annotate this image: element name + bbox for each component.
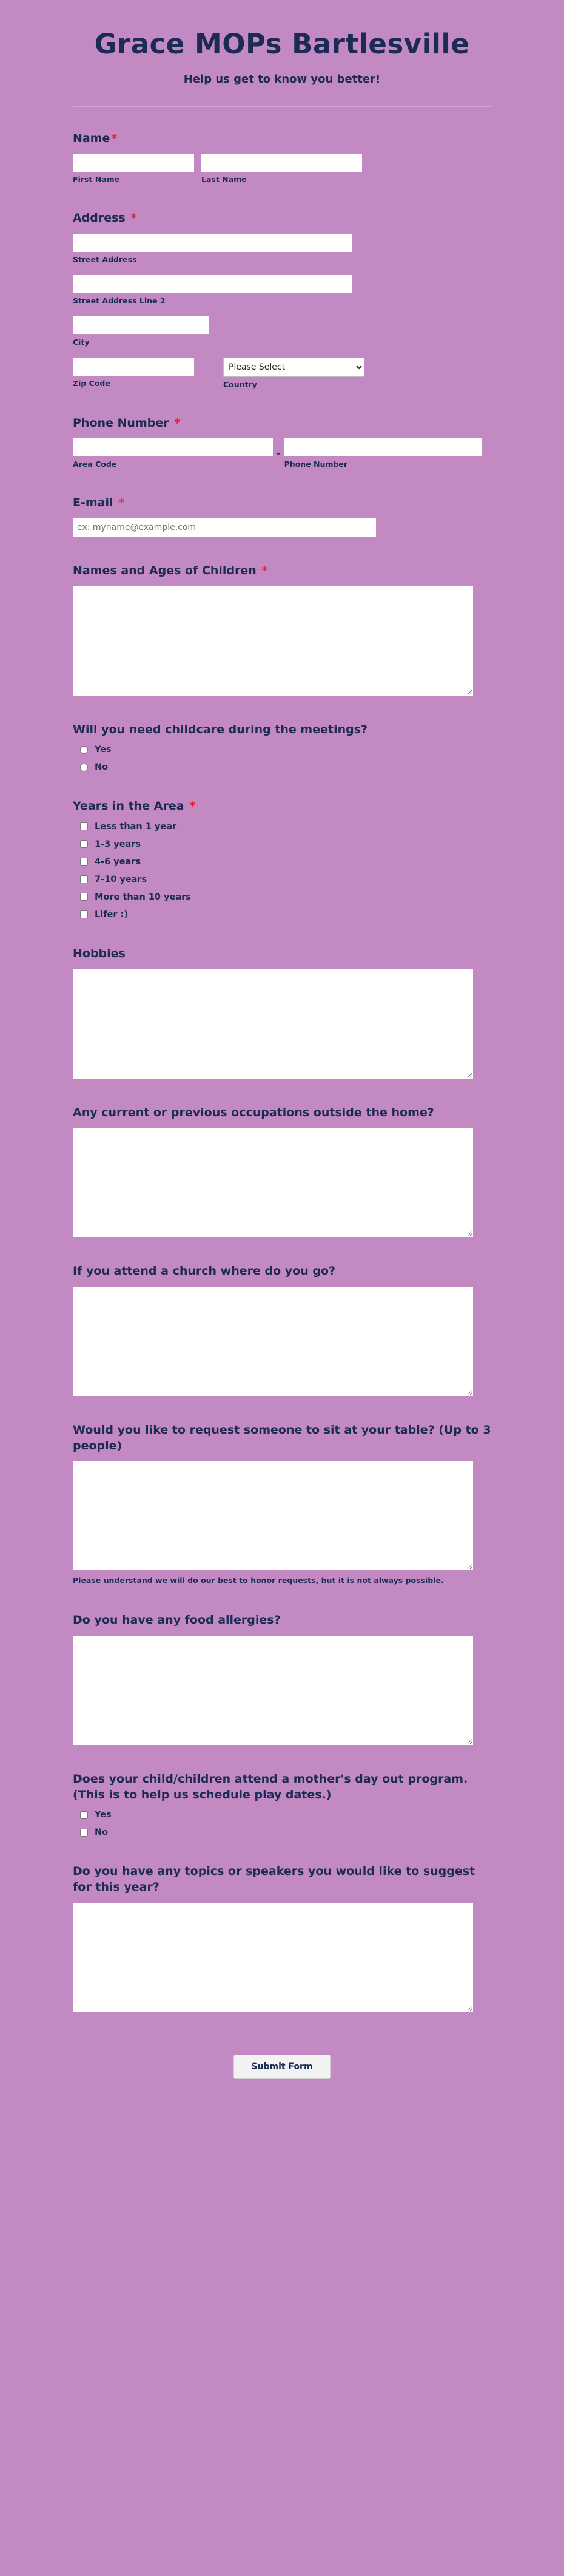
allergies-textarea[interactable] [73,1636,473,1745]
years-option-4[interactable] [73,875,491,884]
address-required-marker: * [130,211,137,225]
zip-country-row [73,358,491,389]
first-name-input[interactable] [73,154,194,172]
phone-inputs-row [73,438,491,469]
country-group [223,358,364,389]
hobbies-textarea[interactable] [73,969,473,1079]
years-label-3: 4-6 years [95,856,141,867]
phone-required-marker: * [174,416,181,430]
field-children [73,563,491,696]
area-code-input[interactable] [73,438,273,456]
field-name [73,131,491,185]
name-inputs-row [73,154,491,184]
street-address-input[interactable] [73,234,352,252]
field-church [73,1264,491,1396]
mdo-option-no[interactable] [73,1828,491,1837]
table-request-help-text: Please understand we will do our best to honor requests, but it is not always possible. [73,1576,444,1585]
years-option-1[interactable] [73,822,491,832]
church-textarea[interactable] [73,1287,473,1396]
years-checkbox-3[interactable] [80,858,88,866]
email-label [73,495,491,511]
years-checkbox-5[interactable] [80,893,88,901]
last-name-input[interactable] [201,154,362,172]
years-in-area-label [73,799,491,815]
email-label-text: E-mail [73,496,113,510]
phone-number-sublabel: Phone Number [284,459,347,469]
mdo-checkbox-yes[interactable] [80,1811,88,1819]
phone-number-input[interactable] [284,438,482,456]
phone-label-text: Phone Number [73,416,169,430]
years-option-2[interactable] [73,839,491,849]
field-occupations [73,1105,491,1238]
field-address [73,211,491,389]
childcare-label-no: No [95,762,109,773]
years-label-4: 7-10 years [95,874,147,884]
years-label-5: More than 10 years [95,892,191,902]
mdo-label-no: No [95,1828,109,1838]
field-years-in-area [73,799,491,920]
zip-group [73,358,214,389]
city-sublabel: City [73,337,90,347]
church-label: If you attend a church where do you go? [73,1264,336,1278]
topics-textarea[interactable] [73,1903,473,2012]
children-required-marker: * [261,564,268,578]
mdo-checkbox-no[interactable] [80,1829,88,1837]
phone-separator: - [277,447,281,459]
field-hobbies [73,946,491,1079]
area-code-sublabel: Area Code [73,459,117,469]
address-label [73,211,491,226]
field-table-request [73,1423,491,1586]
hobbies-label: Hobbies [73,946,126,960]
topics-label: Do you have any topics or speakers you would like to suggest for this year? [73,1865,475,1894]
children-textarea[interactable] [73,586,473,696]
field-allergies [73,1613,491,1745]
last-name-group [201,154,362,184]
name-required-marker: * [111,131,118,145]
allergies-label: Do you have any food allergies? [73,1613,281,1627]
years-label-6: Lifer :) [95,909,128,920]
childcare-label-yes: Yes [95,745,112,755]
address-label-text: Address [73,211,126,225]
table-request-textarea[interactable] [73,1461,473,1570]
field-topics [73,1864,491,2012]
street-address-2-group [73,275,491,305]
childcare-label: Will you need childcare during the meetings? [73,722,368,736]
years-option-6[interactable] [73,910,491,920]
form-container [73,0,491,2134]
years-checkbox-2[interactable] [80,840,88,848]
name-label-text: Name [73,131,110,145]
years-label-1: Less than 1 year [95,821,177,832]
area-code-group [73,438,273,469]
years-label-2: 1-3 years [95,839,141,849]
years-in-area-required-marker: * [189,799,196,813]
country-select[interactable] [223,358,364,377]
years-option-3[interactable] [73,857,491,867]
zip-code-input[interactable] [73,358,194,376]
street-address-group [73,234,491,264]
occupations-label: Any current or previous occupations outside the home? [73,1105,434,1119]
city-input[interactable] [73,316,209,334]
header-divider [73,106,491,107]
name-label [73,131,491,147]
years-in-area-label-text: Years in the Area [73,799,184,813]
field-phone [73,416,491,469]
submit-form-button[interactable]: Submit Form [233,2055,330,2079]
field-childcare [73,722,491,773]
childcare-option-no[interactable] [73,762,491,772]
zip-code-sublabel: Zip Code [73,378,110,388]
first-name-group [73,154,194,184]
mothers-day-out-options [73,1810,491,1837]
mdo-option-yes[interactable] [73,1810,491,1820]
years-checkbox-1[interactable] [80,822,88,830]
childcare-option-yes[interactable] [73,745,491,754]
mdo-label-yes: Yes [95,1810,112,1820]
field-email [73,495,491,537]
children-label-text: Names and Ages of Children [73,564,257,578]
page-subtitle: Help us get to know you better! [183,72,381,86]
years-option-5[interactable] [73,892,491,902]
table-request-label: Would you like to request someone to sit at your table? (Up to 3 people) [73,1423,491,1452]
childcare-options [73,745,491,772]
years-checkbox-4[interactable] [80,875,88,883]
childcare-radio-yes[interactable] [80,746,88,754]
phone-number-group [284,438,482,469]
field-mothers-day-out [73,1772,491,1837]
city-group [73,316,491,347]
page-title: Grace MOPs Bartlesville [94,28,470,60]
childcare-radio-no[interactable] [80,764,88,771]
phone-label [73,416,491,432]
street-address-2-sublabel: Street Address Line 2 [73,296,166,305]
years-in-area-options [73,822,491,920]
email-required-marker: * [118,496,125,510]
mothers-day-out-label: Does your child/children attend a mother's day out program. (This is to help us schedule play dates.) [73,1772,468,1802]
street-address-2-input[interactable] [73,275,352,293]
country-sublabel: Country [223,379,257,389]
years-checkbox-6[interactable] [80,910,88,918]
occupations-textarea[interactable] [73,1128,473,1237]
first-name-sublabel: First Name [73,175,120,185]
children-label [73,563,491,579]
submit-row [73,2055,491,2134]
email-input[interactable] [73,518,376,537]
last-name-sublabel: Last Name [201,175,247,185]
street-address-sublabel: Street Address [73,254,137,264]
